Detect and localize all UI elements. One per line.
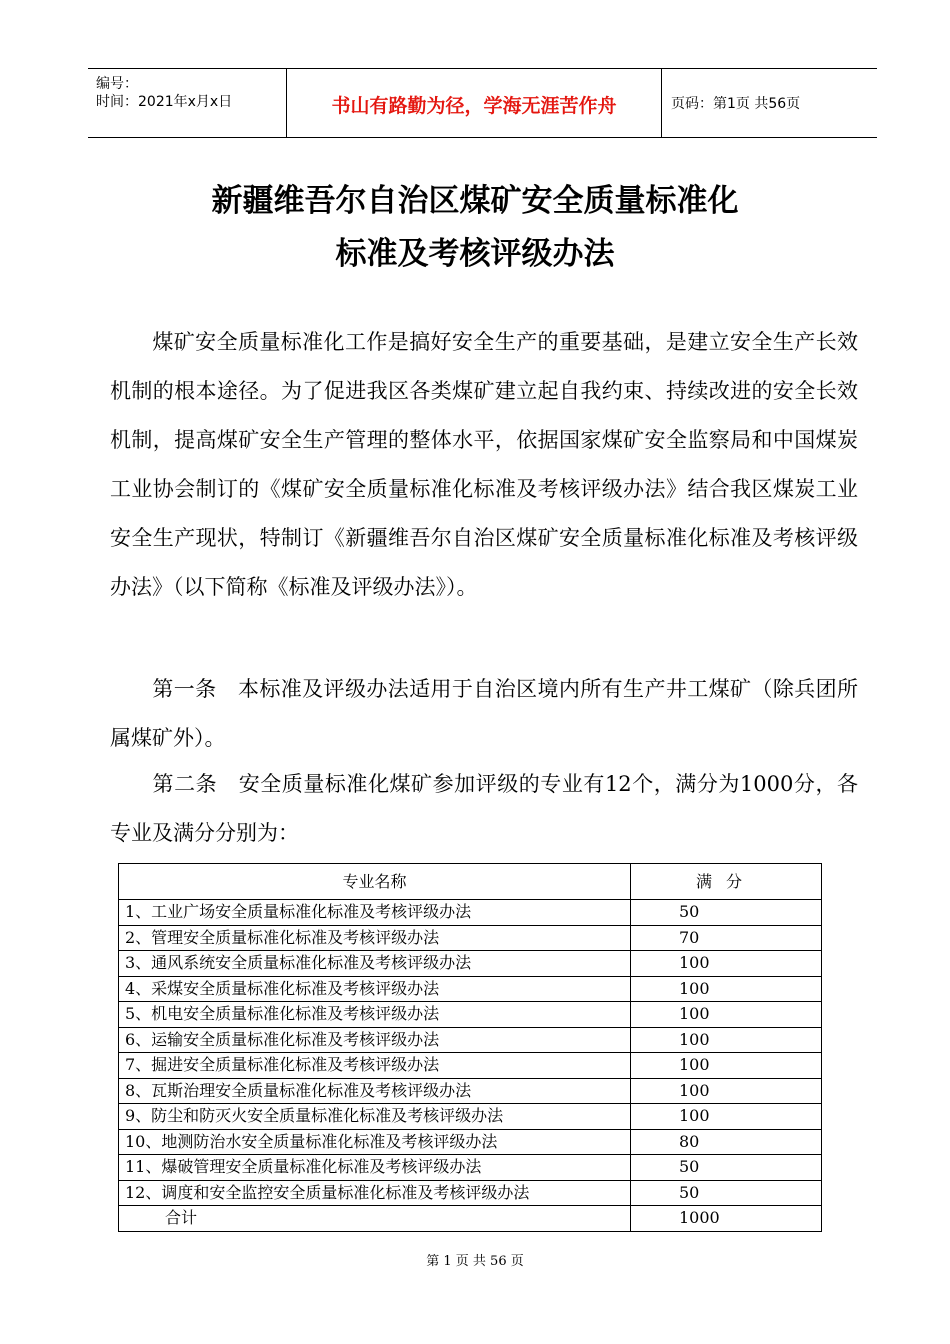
row-name-cell: 1、工业广场安全质量标准化标准及考核评级办法 <box>119 900 631 926</box>
table-row <box>119 1129 822 1155</box>
table-row <box>119 1104 822 1130</box>
table-row <box>119 1155 822 1181</box>
row-name-cell: 7、掘进安全质量标准化标准及考核评级办法 <box>119 1053 631 1079</box>
row-score-cell: 100 <box>631 1002 822 1028</box>
row-score-cell: 50 <box>631 1180 822 1206</box>
document-time-label: 时间：2021年x月x日 <box>96 94 233 110</box>
row-score-cell: 50 <box>631 1155 822 1181</box>
article-2-paragraph <box>110 760 858 858</box>
table-row <box>119 1002 822 1028</box>
row-score-cell: 100 <box>631 1053 822 1079</box>
row-name-cell: 5、机电安全质量标准化标准及考核评级办法 <box>119 1002 631 1028</box>
header-cell-name: 专业名称 <box>119 864 631 900</box>
header-motto: 书山有路勤为径，学海无涯苦作舟 <box>331 95 617 117</box>
header-motto-cell <box>286 69 662 137</box>
article-2-text: 第二条 安全质量标准化煤矿参加评级的专业有12个，满分为1000分，各专业及满分分别为： <box>110 772 858 845</box>
row-score-cell: 100 <box>631 1078 822 1104</box>
document-number-label: 编号： <box>96 76 138 92</box>
row-name-cell: 12、调度和安全监控安全质量标准化标准及考核评级办法 <box>119 1180 631 1206</box>
row-score-cell: 100 <box>631 951 822 977</box>
total-label-cell: 合计 <box>119 1206 631 1232</box>
row-name-cell: 3、通风系统安全质量标准化标准及考核评级办法 <box>119 951 631 977</box>
table-row <box>119 951 822 977</box>
total-score-cell: 1000 <box>631 1206 822 1232</box>
row-name-cell: 6、运输安全质量标准化标准及考核评级办法 <box>119 1027 631 1053</box>
document-title-line2: 标准及考核评级办法 <box>335 236 615 272</box>
table-total-row <box>119 1206 822 1232</box>
row-name-cell: 11、爆破管理安全质量标准化标准及考核评级办法 <box>119 1155 631 1181</box>
score-table <box>118 863 822 1232</box>
page-footer: 第 1 页 共 56 页 <box>426 1254 524 1269</box>
row-name-cell: 8、瓦斯治理安全质量标准化标准及考核评级办法 <box>119 1078 631 1104</box>
row-name-cell: 9、防尘和防灭火安全质量标准化标准及考核评级办法 <box>119 1104 631 1130</box>
row-score-cell: 100 <box>631 976 822 1002</box>
intro-paragraph <box>110 318 858 612</box>
row-name-cell: 2、管理安全质量标准化标准及考核评级办法 <box>119 925 631 951</box>
header-page-label: 页码：第1页 共56页 <box>671 96 801 112</box>
table-row <box>119 976 822 1002</box>
table-row <box>119 1053 822 1079</box>
document-title-line1: 新疆维吾尔自治区煤矿安全质量标准化 <box>211 183 739 219</box>
header-cell-score: 满分 <box>631 864 822 900</box>
row-name-cell: 4、采煤安全质量标准化标准及考核评级办法 <box>119 976 631 1002</box>
row-score-cell: 50 <box>631 900 822 926</box>
row-name-cell: 10、地测防治水安全质量标准化标准及考核评级办法 <box>119 1129 631 1155</box>
article-1-text: 第一条 本标准及评级办法适用于自治区境内所有生产井工煤矿（除兵团所属煤矿外）。 <box>110 677 858 750</box>
row-score-cell: 100 <box>631 1104 822 1130</box>
intro-text: 煤矿安全质量标准化工作是搞好安全生产的重要基础，是建立安全生产长效机制的根本途径。为了促进我区各类煤矿建立起自我约束、持续改进的安全长效机制，提高煤矿安全生产管理的整体水平，依据国家煤矿安全监察局和中国煤炭工业协会制订的《煤矿安全质量标准化标准及考核评级办法》结合我区煤炭工业安全生产现状，特制订《新疆维吾尔自治区煤矿安全质量标准化标准及考核评级办法》（以下简称《标准及评级办法》）。 <box>110 330 858 599</box>
table-row <box>119 900 822 926</box>
table-row <box>119 925 822 951</box>
row-score-cell: 100 <box>631 1027 822 1053</box>
page-header <box>88 68 877 138</box>
table-row <box>119 1180 822 1206</box>
score-table-header-row <box>119 864 822 900</box>
header-page-cell <box>661 69 877 137</box>
header-meta-cell <box>88 69 286 137</box>
row-score-cell: 80 <box>631 1129 822 1155</box>
table-row <box>119 1078 822 1104</box>
article-1-paragraph <box>110 665 858 763</box>
row-score-cell: 70 <box>631 925 822 951</box>
table-row <box>119 1027 822 1053</box>
